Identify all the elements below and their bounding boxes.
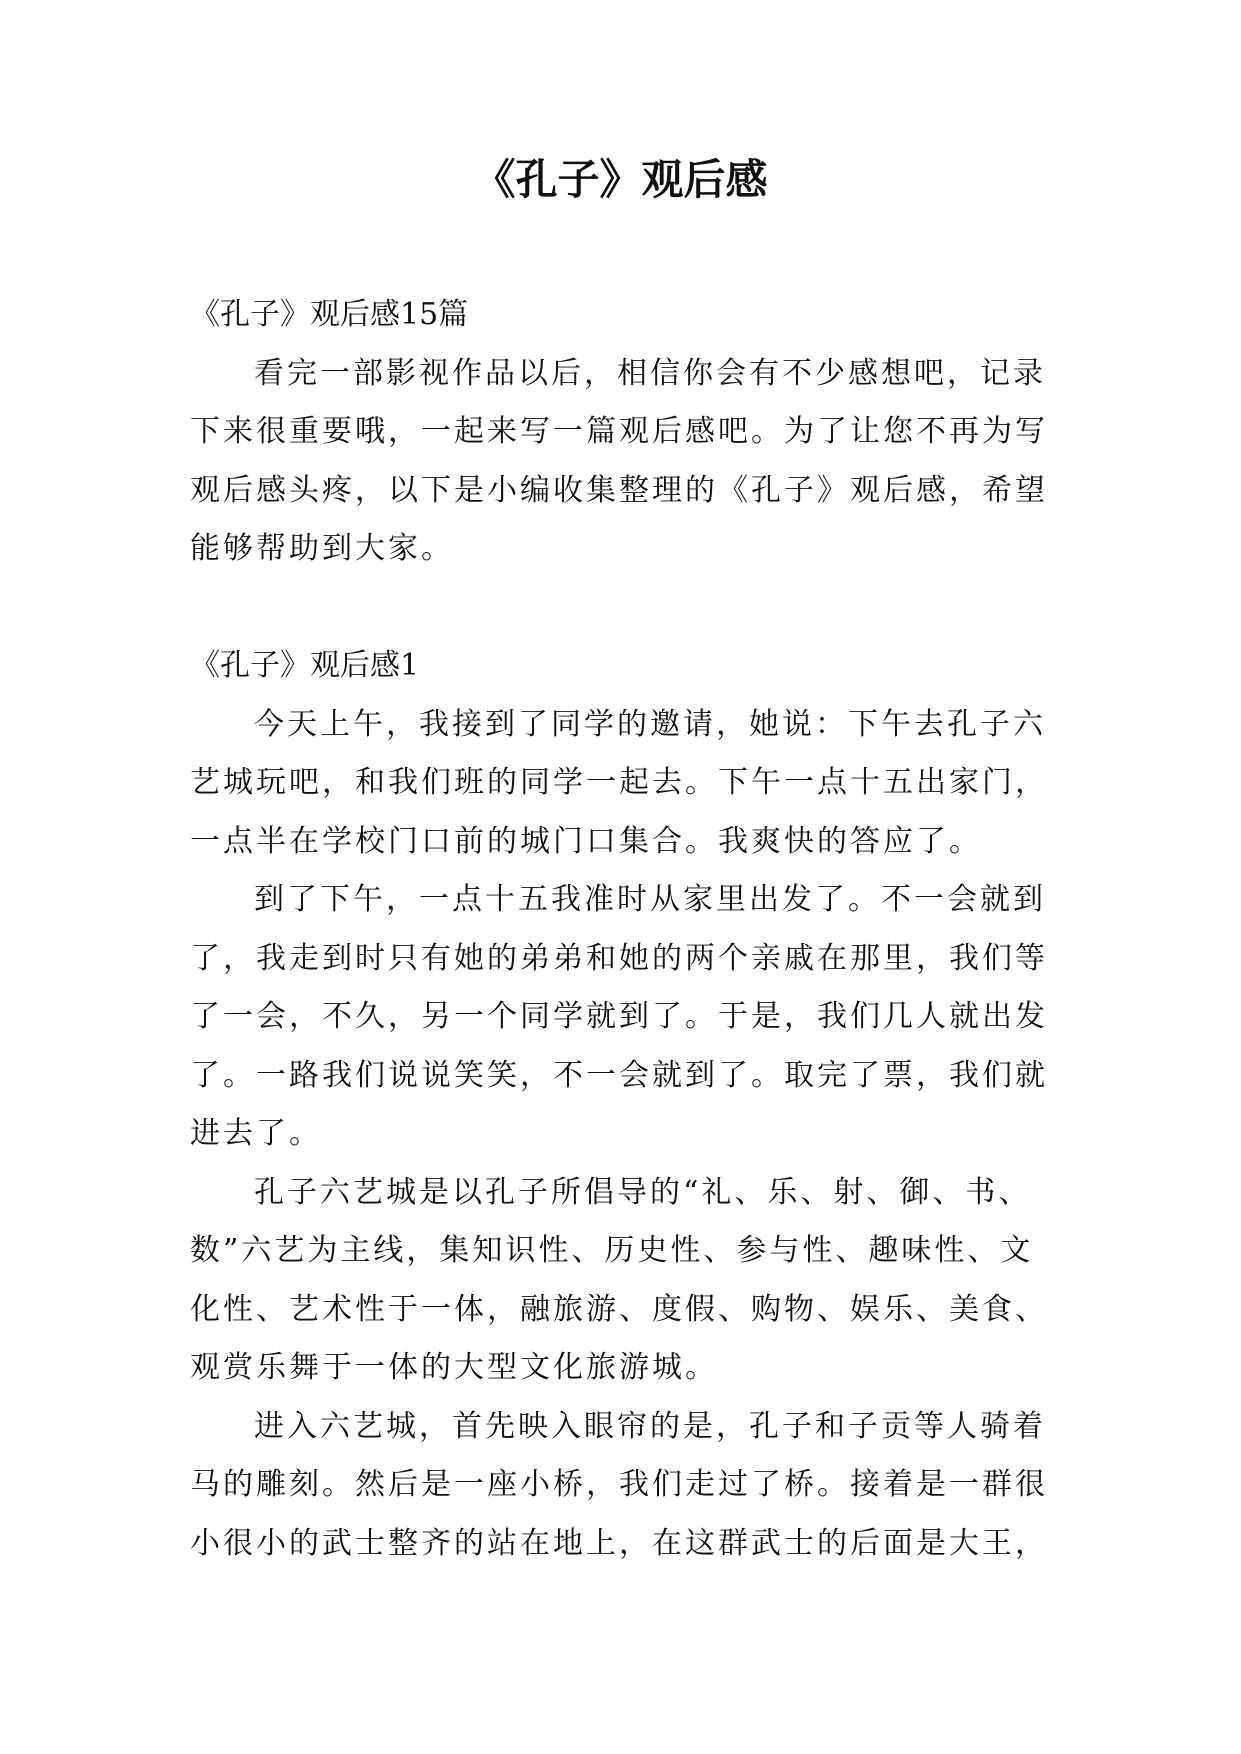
paragraph-line: 了。一路我们说说笑笑，不一会就到了。取完了票，我们就 — [190, 1057, 1048, 1093]
intro-heading: 《孔子》观后感15篇 — [190, 297, 469, 332]
paragraph-line: 下来很重要哦，一起来写一篇观后感吧。为了让您不再为写 — [190, 414, 1048, 449]
section-heading: 《孔子》观后感1 — [190, 648, 420, 683]
paragraph-1 — [190, 696, 1070, 872]
paragraph-line: 观赏乐舞于一体的大型文化旅游城。 — [190, 1350, 718, 1385]
paragraph-line: 马的雕刻。然后是一座小桥，我们走过了桥。接着是一群很 — [190, 1467, 1048, 1502]
paragraph-line: 了，我走到时只有她的弟弟和她的两个亲戚在那里，我们等 — [190, 940, 1048, 976]
paragraph-line: 数”六艺为主线，集知识性、历史性、参与性、趣味性、文 — [190, 1233, 1034, 1268]
document-title: 《孔子》观后感 — [473, 155, 768, 204]
paragraph-line: 进去了。 — [190, 1116, 322, 1151]
paragraph-line: 今天上午，我接到了同学的邀请，她说：下午去孔子六 — [254, 706, 1046, 742]
paragraph-line: 观后感头疼，以下是小编收集整理的《孔子》观后感，希望 — [190, 472, 1048, 508]
document-body — [190, 286, 1070, 1573]
intro-paragraph — [190, 345, 1070, 579]
paragraph-line: 艺城玩吧，和我们班的同学一起去。下午一点十五出家门， — [190, 765, 1048, 800]
paragraph-line: 孔子六艺城是以孔子所倡导的“礼、乐、射、御、书、 — [254, 1174, 1032, 1210]
paragraph-line: 进入六艺城，首先映入眼帘的是，孔子和子贡等人骑着 — [254, 1408, 1046, 1444]
paragraph-2 — [190, 871, 1070, 1164]
paragraph-line: 到了下午，一点十五我准时从家里出发了。不一会就到 — [254, 882, 1046, 917]
paragraph-line: 能够帮助到大家。 — [190, 531, 454, 566]
paragraph-line: 看完一部影视作品以后，相信你会有不少感想吧，记录 — [254, 355, 1046, 391]
paragraph-line: 一点半在学校门口前的城门口集合。我爽快的答应了。 — [190, 823, 982, 859]
paragraph-line: 了一会，不久，另一个同学就到了。于是，我们几人就出发 — [190, 999, 1048, 1034]
paragraph-line: 小很小的武士整齐的站在地上，在这群武士的后面是大王， — [190, 1525, 1048, 1561]
paragraph-3 — [190, 1164, 1070, 1398]
paragraph-line: 化性、艺术性于一体，融旅游、度假、购物、娱乐、美食、 — [190, 1291, 1048, 1327]
paragraph-4 — [190, 1398, 1070, 1574]
section-spacer — [190, 579, 1070, 638]
